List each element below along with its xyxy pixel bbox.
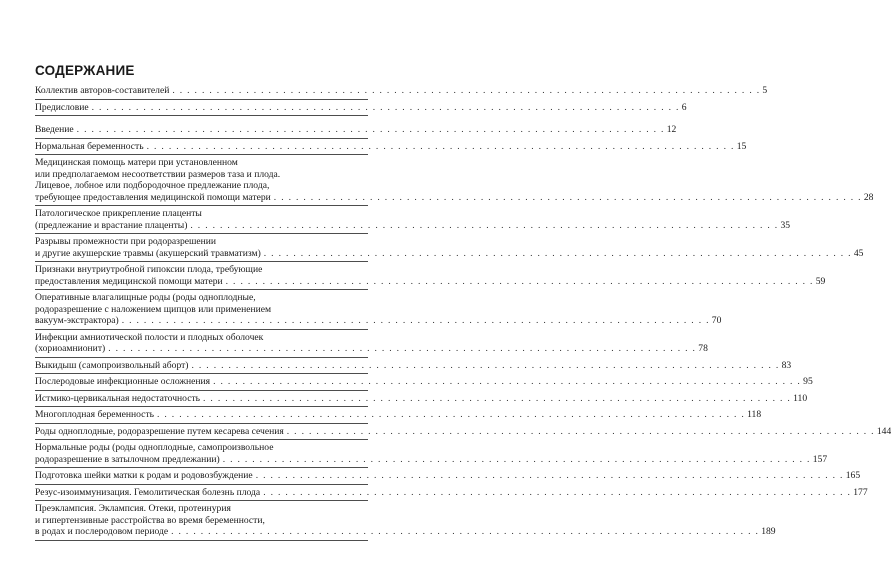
toc-page-number: 15 <box>736 140 747 152</box>
page-title: СОДЕРЖАНИЕ <box>35 63 135 78</box>
toc-entry[interactable] <box>35 374 813 391</box>
toc-entry-title-line: Нормальная беременность <box>35 140 144 152</box>
toc-page-number: 6 <box>681 101 687 113</box>
toc-entry[interactable] <box>35 468 861 485</box>
toc-page-number: 177 <box>853 486 868 498</box>
toc-entry[interactable] <box>35 234 864 262</box>
toc-page-number: 118 <box>747 409 762 420</box>
toc-entry-title-line: Патологическое прикрепление плаценты <box>35 208 202 219</box>
toc-page-number: 95 <box>803 376 813 387</box>
toc-entry-title-line: Истмико-цервикальная недостаточность <box>35 392 201 404</box>
toc-entry[interactable] <box>35 424 891 441</box>
dot-leader: . . . . . . . . . . . . . . . . . . . . . . . . . . . . . . . . . . . . . . . . . . . . . . . . . . . . . . . . . . . . . . . . . . . . . . . . . . . . . . . . <box>191 359 780 371</box>
dot-leader: . . . . . . . . . . . . . . . . . . . . . . . . . . . . . . . . . . . . . . . . . . . . . . . . . . . . . . . . . . . . . . . . . . . . . . . . . . . . . . . . <box>203 392 792 404</box>
toc-page-number: 83 <box>781 359 792 371</box>
toc-entry-title-line: Подготовка шейки матки к родам и родовозбуждение <box>35 470 253 481</box>
toc-page-number: 110 <box>793 392 808 404</box>
dot-leader: . . . . . . . . . . . . . . . . . . . . . . . . . . . . . . . . . . . . . . . . . . . . . . . . . . . . . . . . . . . . . . . . . . . . . . . . . . . . . . . . <box>172 85 761 96</box>
toc-entry[interactable] <box>35 501 776 541</box>
dot-leader: . . . . . . . . . . . . . . . . . . . . . . . . . . . . . . . . . . . . . . . . . . . . . . . . . . . . . . . . . . . . . . . . . . . . . . . . . . . . . . . . <box>222 453 811 465</box>
dot-leader: . . . . . . . . . . . . . . . . . . . . . . . . . . . . . . . . . . . . . . . . . . . . . . . . . . . . . . . . . . . . . . . . . . . . . . . . . . . . . . . . <box>121 315 710 326</box>
toc-entry-title-line: или предполагаемом несоответствии размеров таза и плода. <box>35 168 281 180</box>
toc-entry[interactable] <box>35 122 677 139</box>
toc-entry[interactable] <box>35 206 791 234</box>
toc-entry-title-line: Коллектив авторов-составителей <box>35 85 170 96</box>
dot-leader: . . . . . . . . . . . . . . . . . . . . . . . . . . . . . . . . . . . . . . . . . . . . . . . . . . . . . . . . . . . . . . . . . . . . . . . . . . . . . . . . <box>286 425 875 437</box>
toc-page-number: 28 <box>863 191 874 203</box>
toc-page-number: 35 <box>780 219 791 231</box>
dot-leader: . . . . . . . . . . . . . . . . . . . . . . . . . . . . . . . . . . . . . . . . . . . . . . . . . . . . . . . . . . . . . . . . . . . . . . . . . . . . . . . . <box>190 219 779 231</box>
toc-entry-title-line: Признаки внутриутробной гипоксии плода, требующие <box>35 264 263 275</box>
dot-leader: . . . . . . . . . . . . . . . . . . . . . . . . . . . . . . . . . . . . . . . . . . . . . . . . . . . . . . . . . . . . . . . . . . . . . . . . . . . . . . . . <box>146 140 735 152</box>
toc-entry-title-line: и другие акушерские травмы (акушерский травматизм) <box>35 247 261 259</box>
dot-leader: . . . . . . . . . . . . . . . . . . . . . . . . . . . . . . . . . . . . . . . . . . . . . . . . . . . . . . . . . . . . . . . . . . . . . . . . . . . . . . . . <box>225 275 814 287</box>
dot-leader: . . . . . . . . . . . . . . . . . . . . . . . . . . . . . . . . . . . . . . . . . . . . . . . . . . . . . . . . . . . . . . . . . . . . . . . . . . . . . . . . <box>255 470 844 481</box>
toc-page-number: 157 <box>812 453 828 465</box>
toc-entry-title-line: Резус-изоиммунизация. Гемолитическая болезнь плода <box>35 486 261 498</box>
toc-page-number: 12 <box>666 124 677 135</box>
toc-entry[interactable] <box>35 83 768 100</box>
toc-page-number: 144 <box>876 425 891 437</box>
dot-leader: . . . . . . . . . . . . . . . . . . . . . . . . . . . . . . . . . . . . . . . . . . . . . . . . . . . . . . . . . . . . . . . . . . . . . . . . . . . . . . . . <box>91 101 680 113</box>
toc-entry[interactable] <box>35 391 808 408</box>
toc-entry-title-line: Разрывы промежности при родоразрешении <box>35 236 217 247</box>
toc-entry-title-line: Преэклампсия. Эклампсия. Отеки, протеинурия <box>35 503 231 514</box>
toc-page-number: 70 <box>711 315 722 326</box>
toc-entry[interactable] <box>35 440 828 468</box>
toc-entry-title-line: Инфекции амниотической полости и плодных оболочек <box>35 331 264 343</box>
toc-entry-title-line: Роды одноплодные, родоразрешение путем кесарева сечения <box>35 425 284 437</box>
dot-leader: . . . . . . . . . . . . . . . . . . . . . . . . . . . . . . . . . . . . . . . . . . . . . . . . . . . . . . . . . . . . . . . . . . . . . . . . . . . . . . . . <box>157 409 746 420</box>
toc-entry[interactable] <box>35 290 722 330</box>
toc-entry-title-line: Лицевое, лобное или подбородочное предлежание плода, <box>35 180 270 191</box>
toc-entry-title-line: Предисловие <box>35 101 89 113</box>
toc-entry[interactable] <box>35 139 747 156</box>
toc-entry-title-line: Многоплодная беременность <box>35 409 155 420</box>
toc-entry-title-line: Нормальные роды (роды одноплодные, самопроизвольное <box>35 442 274 453</box>
dot-leader: . . . . . . . . . . . . . . . . . . . . . . . . . . . . . . . . . . . . . . . . . . . . . . . . . . . . . . . . . . . . . . . . . . . . . . . . . . . . . . . . <box>263 486 852 498</box>
toc-entry-title-line: родоразрешение в затылочном предлежании) <box>35 453 220 465</box>
toc-entry[interactable] <box>35 485 868 502</box>
toc-entry-title-line: родоразрешение с наложением щипцов или применением <box>35 303 272 315</box>
dot-leader: . . . . . . . . . . . . . . . . . . . . . . . . . . . . . . . . . . . . . . . . . . . . . . . . . . . . . . . . . . . . . . . . . . . . . . . . . . . . . . . . <box>171 526 760 537</box>
dot-leader: . . . . . . . . . . . . . . . . . . . . . . . . . . . . . . . . . . . . . . . . . . . . . . . . . . . . . . . . . . . . . . . . . . . . . . . . . . . . . . . . <box>108 343 697 354</box>
toc-entry[interactable] <box>35 358 792 375</box>
toc-entry-title-line: предоставления медицинской помощи матери <box>35 275 223 287</box>
dot-leader: . . . . . . . . . . . . . . . . . . . . . . . . . . . . . . . . . . . . . . . . . . . . . . . . . . . . . . . . . . . . . . . . . . . . . . . . . . . . . . . . <box>273 191 862 203</box>
toc-entry-title-line: и гипертензивные расстройства во время беременности, <box>35 514 265 526</box>
toc-page-number: 45 <box>853 247 864 259</box>
toc-entry-title-line: Введение <box>35 124 74 135</box>
toc-entry-title-line: в родах и послеродовом периоде <box>35 526 169 537</box>
toc-page-number: 189 <box>761 526 776 537</box>
table-of-contents <box>35 83 891 541</box>
toc-entry-title-line: (предлежание и врастание плаценты) <box>35 219 188 231</box>
toc-entry[interactable] <box>35 100 687 117</box>
toc-entry-title-line: вакуум-экстрактора) <box>35 315 119 326</box>
toc-page-number: 59 <box>815 275 826 287</box>
dot-leader: . . . . . . . . . . . . . . . . . . . . . . . . . . . . . . . . . . . . . . . . . . . . . . . . . . . . . . . . . . . . . . . . . . . . . . . . . . . . . . . . <box>263 247 852 259</box>
dot-leader: . . . . . . . . . . . . . . . . . . . . . . . . . . . . . . . . . . . . . . . . . . . . . . . . . . . . . . . . . . . . . . . . . . . . . . . . . . . . . . . . <box>76 124 665 135</box>
toc-entry-title-line: (хориоамнионит) <box>35 343 106 354</box>
dot-leader: . . . . . . . . . . . . . . . . . . . . . . . . . . . . . . . . . . . . . . . . . . . . . . . . . . . . . . . . . . . . . . . . . . . . . . . . . . . . . . . . <box>213 376 802 387</box>
toc-entry-title-line: Медицинская помощь матери при установленном <box>35 157 238 168</box>
toc-entry[interactable] <box>35 407 762 424</box>
toc-entry[interactable] <box>35 155 874 206</box>
toc-entry[interactable] <box>35 330 708 358</box>
toc-entry-title-line: Послеродовые инфекционные осложнения <box>35 376 211 387</box>
toc-entry[interactable] <box>35 262 826 290</box>
toc-page-number: 165 <box>845 470 861 481</box>
toc-page-number: 5 <box>762 85 768 96</box>
toc-entry-title-line: Оперативные влагалищные роды (роды одноплодные, <box>35 292 256 303</box>
toc-entry-title-line: требующее предоставления медицинской помощи матери <box>35 191 271 203</box>
toc-page-number: 78 <box>698 343 708 354</box>
toc-entry-title-line: Выкидыш (самопроизвольный аборт) <box>35 359 189 371</box>
